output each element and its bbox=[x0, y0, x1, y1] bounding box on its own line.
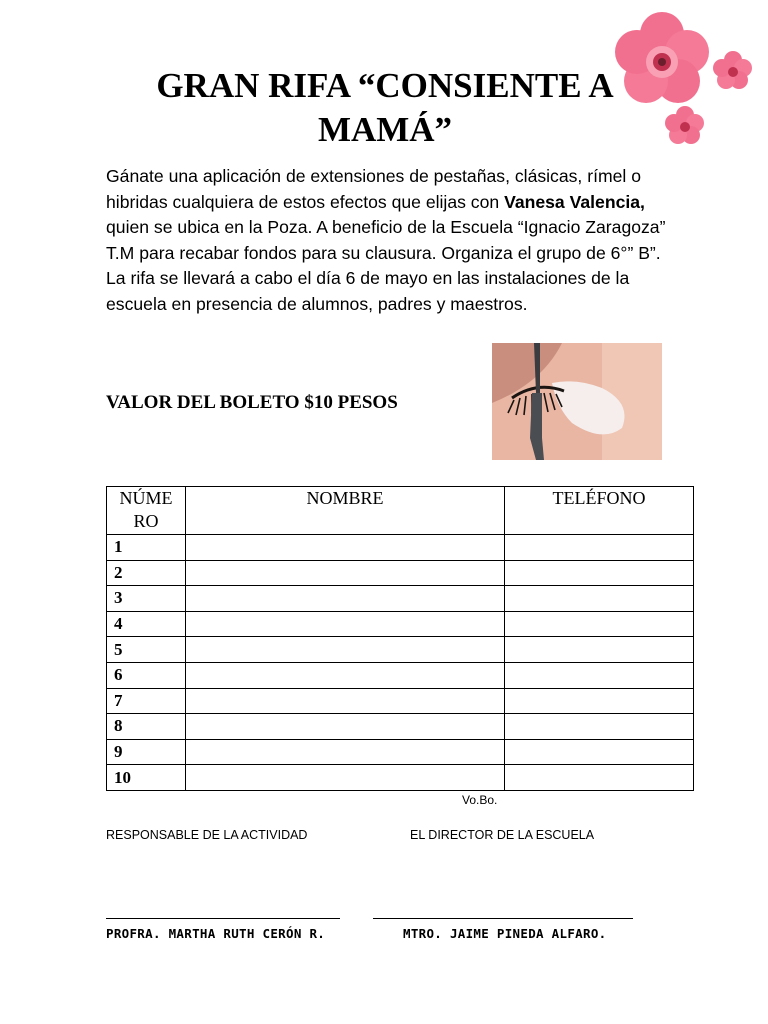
ticket-price: VALOR DEL BOLETO $10 PESOS bbox=[106, 392, 398, 413]
table-row bbox=[107, 662, 694, 688]
phone-cell[interactable] bbox=[505, 688, 694, 714]
column-header-telefono: TELÉFONO bbox=[505, 487, 694, 535]
ticket-number: 10 bbox=[107, 765, 186, 791]
title-line-2: MAMÁ” bbox=[317, 110, 453, 149]
ticket-number: 3 bbox=[107, 586, 186, 612]
raffle-description bbox=[106, 164, 666, 318]
name-cell[interactable] bbox=[186, 739, 505, 765]
ticket-number: 8 bbox=[107, 714, 186, 740]
table-row bbox=[107, 714, 694, 740]
phone-cell[interactable] bbox=[505, 714, 694, 740]
table-row bbox=[107, 765, 694, 791]
page-title bbox=[130, 64, 640, 152]
responsable-label: RESPONSABLE DE LA ACTIVIDAD bbox=[106, 828, 308, 842]
phone-cell[interactable] bbox=[505, 637, 694, 663]
name-cell[interactable] bbox=[186, 586, 505, 612]
director-label: EL DIRECTOR DE LA ESCUELA bbox=[410, 828, 595, 842]
table-row bbox=[107, 586, 694, 612]
description-text-end: quien se ubica en la Poza. A beneficio de la Escuela “Ignacio Zaragoza” T.M para recabar fondos para su clausura. Organiza el grupo de 6°” B”. La rifa se llevará a cabo el día 6 de mayo en las instalaciones de la escuela en presencia de alumnos, padres y maestros. bbox=[106, 217, 666, 314]
name-cell[interactable] bbox=[186, 535, 505, 561]
phone-cell[interactable] bbox=[505, 765, 694, 791]
name-cell[interactable] bbox=[186, 637, 505, 663]
provider-name: Vanesa Valencia, bbox=[504, 191, 645, 212]
vobo-label: Vo.Bo. bbox=[462, 793, 498, 807]
name-cell[interactable] bbox=[186, 765, 505, 791]
title-line-1: GRAN RIFA “CONSIENTE A bbox=[156, 66, 614, 105]
phone-cell[interactable] bbox=[505, 560, 694, 586]
name-cell[interactable] bbox=[186, 688, 505, 714]
name-cell[interactable] bbox=[186, 560, 505, 586]
ticket-number: 6 bbox=[107, 662, 186, 688]
description-text-start: Gánate una aplicación de extensiones de pestañas, clásicas, rímel o hibridas cualquiera de estos efectos que elijas con bbox=[106, 166, 641, 212]
ticket-number: 2 bbox=[107, 560, 186, 586]
name-cell[interactable] bbox=[186, 714, 505, 740]
responsable-signature-line bbox=[106, 918, 340, 919]
eyelash-extension-photo bbox=[492, 343, 662, 460]
phone-cell[interactable] bbox=[505, 611, 694, 637]
director-name: MTRO. JAIME PINEDA ALFARO. bbox=[403, 926, 607, 941]
phone-cell[interactable] bbox=[505, 662, 694, 688]
table-row bbox=[107, 688, 694, 714]
raffle-ticket-table bbox=[106, 486, 694, 791]
name-cell[interactable] bbox=[186, 662, 505, 688]
ticket-number: 5 bbox=[107, 637, 186, 663]
name-cell[interactable] bbox=[186, 611, 505, 637]
large-flower-icon bbox=[615, 12, 709, 103]
table-row bbox=[107, 535, 694, 561]
table-row bbox=[107, 611, 694, 637]
small-flower-bottom-icon bbox=[665, 106, 704, 144]
ticket-number: 9 bbox=[107, 739, 186, 765]
ticket-number: 4 bbox=[107, 611, 186, 637]
table-header-row bbox=[107, 487, 694, 535]
ticket-number: 1 bbox=[107, 535, 186, 561]
table-row bbox=[107, 637, 694, 663]
phone-cell[interactable] bbox=[505, 535, 694, 561]
responsable-name: PROFRA. MARTHA RUTH CERÓN R. bbox=[106, 926, 326, 941]
small-flower-right-icon bbox=[713, 51, 752, 89]
director-signature-line bbox=[373, 918, 633, 919]
phone-cell[interactable] bbox=[505, 739, 694, 765]
column-header-nombre: NOMBRE bbox=[186, 487, 505, 535]
column-header-numero: NÚME RO bbox=[107, 487, 186, 535]
table-row bbox=[107, 560, 694, 586]
table-row bbox=[107, 739, 694, 765]
flowers-decoration-icon bbox=[608, 12, 758, 157]
phone-cell[interactable] bbox=[505, 586, 694, 612]
ticket-number: 7 bbox=[107, 688, 186, 714]
